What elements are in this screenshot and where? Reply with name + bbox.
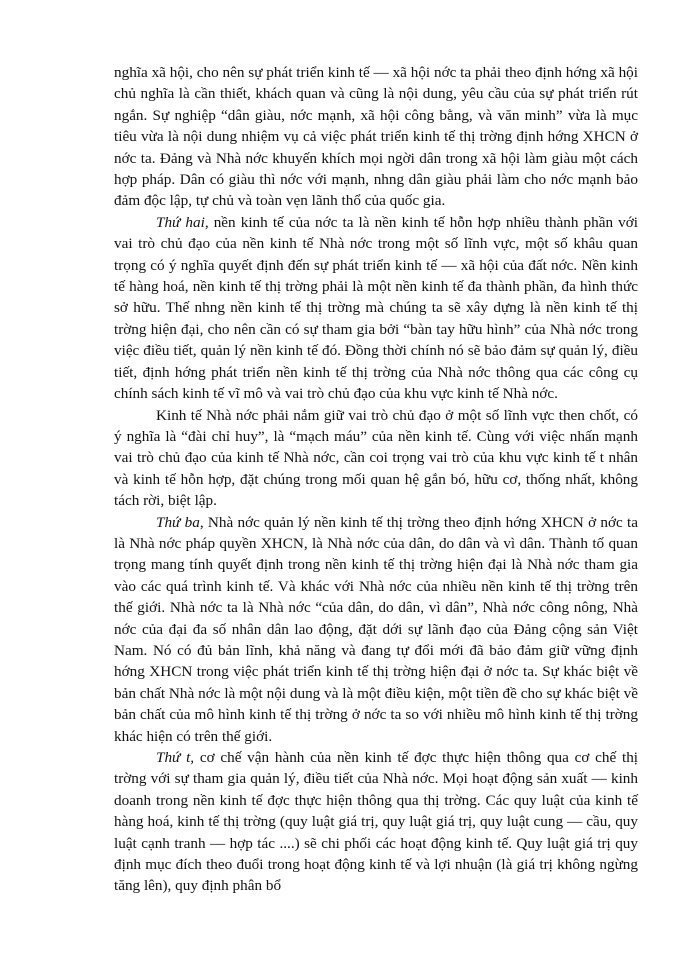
paragraph-text: Kinh tế Nhà nớc phải nắm giữ vai trò chủ đạo ở một số lĩnh vực then chốt, có ý nghĩa là “đài chỉ huy”, là “mạch máu” của nền kinh tế. Cùng với việc nhấn mạnh vai trò chủ đạo của kinh tế Nhà nớc, cần coi trọng vai trò của khu vực kinh tế t nhân và kinh tế hỗn hợp, đặt chúng trong mối quan hệ gắn bó, hữu cơ, thống nhất, không tách rời, biệt lập. xyxy=(114,406,638,510)
paragraph-text: nghĩa xã hội, cho nên sự phát triển kinh tế — xã hội nớc ta phải theo định hớng xã hội chủ nghĩa là cần thiết, khách quan và cũng là nội dung, yêu cầu của sự phát triển rút ngắn. Sự nghiệp “dân giàu, nớc mạnh, xã hội công bằng, và văn minh” vừa là mục tiêu vừa là nội dung nhiệm vụ cả việc phát triển kinh tế thị trờng định hớng XHCN ở nớc ta. Đảng và Nhà nớc khuyến khích mọi ngời dân trong xã hội làm giàu một cách hợp pháp. Dân có giàu thì nớc với mạnh, nhng dân giàu phải làm cho nớc mạnh bảo đảm độc lập, tự chủ và toàn vẹn lãnh thổ của quốc gia. xyxy=(114,64,638,210)
paragraph-text: , Nhà nớc quản lý nền kinh tế thị trờng theo định hớng XHCN ở nớc ta là Nhà nớc pháp quyền XHCN, là Nhà nớc của dân, do dân và vì dân. Thành tố quan trọng mang tính quyết định trong nền kinh tế thị trờng hiện đại là Nhà nớc tham gia vào các quá trình kinh tế. Và khác với Nhà nớc của nhiều nền kinh tế thị trờng trên thế giới. Nhà nớc ta là Nhà nớc “của dân, do dân, vì dân”, Nhà nớc công nông, Nhà nớc của đại đa số nhân dân lao động, đặt dới sự lãnh đạo của Đảng cộng sản Việt Nam. Nó có đủ bản lĩnh, khả năng và đang tự đổi mới đã bảo đảm giữ vững định hớng XHCN trong việc phát triển kinh tế thị trờng hiện đại ở nớc ta. Sự khác biệt về bản chất Nhà nớc là một nội dung và là một điều kiện, một tiền đề cho sự khác biệt về bản chất của mô hình kinh tế thị trờng ở nớc ta so với nhiều mô hình kinh tế thị trờng khác hiện có trên thế giới. xyxy=(114,513,639,745)
paragraph-text: cơ chế vận hành của nền kinh tế đợc thực hiện thông qua cơ chế thị trờng với sự tham gia quản lý, điều tiết của Nhà nớc. Mọi hoạt động sản xuất — kinh doanh trong nền kinh tế đợc thực hiện thông qua thị trờng. Các quy luật của kinh tế hàng hoá, kinh tế thị trờng (quy luật giá trị, quy luật giá trị, quy luật cung — cầu, quy luật cạnh tranh — hợp tác ....) sẽ chi phối các hoạt động kinh tế. Quy luật giá trị quy định mục đích theo đuổi trong hoạt động kinh tế và lợi nhuận (là giá trị không ngừng tăng lên), quy định phân bổ xyxy=(114,749,639,895)
paragraph-thu-tu xyxy=(114,747,638,897)
paragraph-kinh-te-nha-nuoc xyxy=(114,405,638,512)
paragraph-continuation xyxy=(114,62,638,212)
paragraph-thu-ba xyxy=(114,512,638,747)
paragraph-lead: Thứ t, xyxy=(156,749,195,766)
paragraph-text: , nền kinh tế của nớc ta là nền kinh tế hỗn hợp nhiều thành phần với vai trò chủ đạo của nền kinh tế Nhà nớc trong một số lĩnh vực, một số khâu quan trọng có ý nghĩa quyết định đến sự phát triển kinh tế — xã hội của đất nớc. Nền kinh tế hàng hoá, nền kinh tế thị trờng phải là một nền kinh tế đa thành phần, đa hình thức sở hữu. Thế nhng nền kinh tế thị trờng mà chúng ta sẽ xây dựng là nền kinh tế thị trờng hiện đại, cho nên cần có sự tham gia bởi “bàn tay hữu hình” của Nhà nớc trong việc điều tiết, quản lý nền kinh tế đó. Đồng thời chính nó sẽ bảo đảm sự quản lý, điều tiết, định hớng phát triển nền kinh tế thị trờng của Nhà nớc thông qua các công cụ chính sách kinh tế vĩ mô và vai trò chủ đạo của khu vực kinh tế Nhà nớc. xyxy=(114,213,638,403)
document-page xyxy=(114,62,638,897)
paragraph-lead: Thứ ba xyxy=(156,513,200,531)
paragraph-lead: Thứ hai xyxy=(156,213,205,231)
paragraph-thu-hai xyxy=(114,212,638,405)
